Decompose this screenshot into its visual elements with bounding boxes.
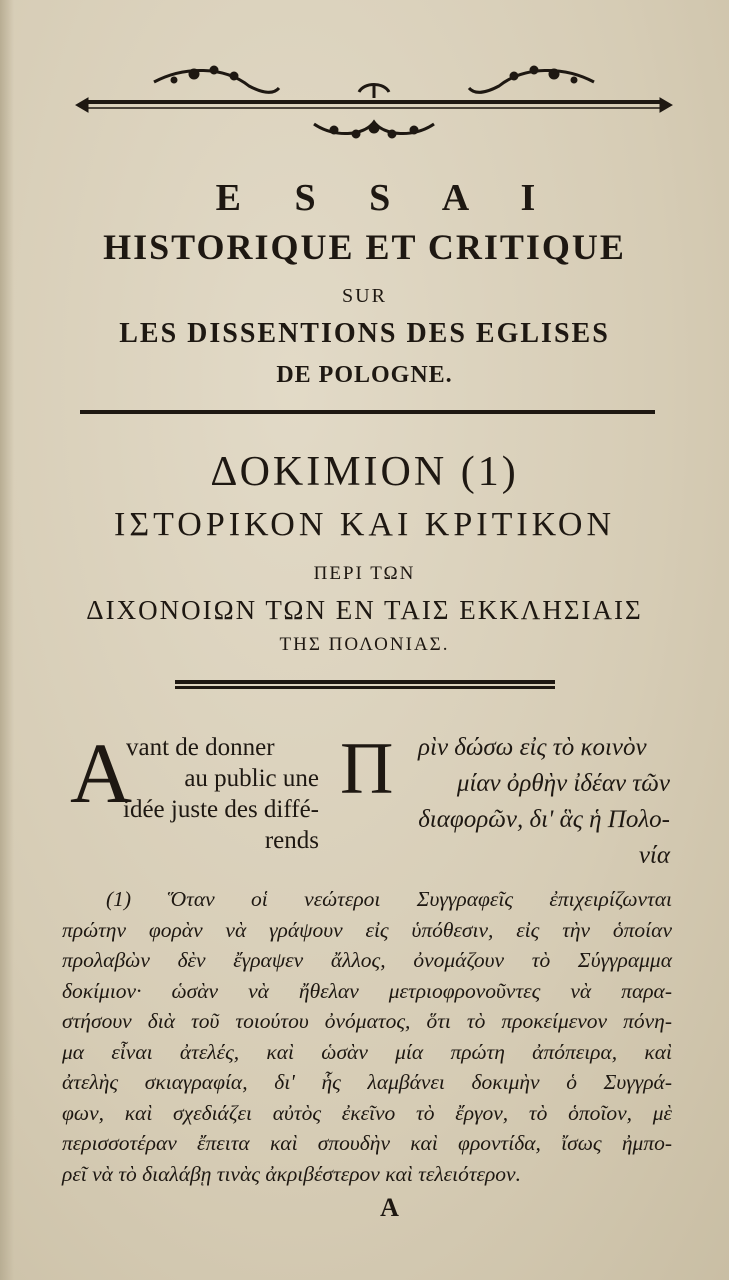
greek-title-istorikon: ΙΣΤΟΡΙΚΟΝ ΚΑΙ ΚΡΙΤΙΚΟΝ bbox=[114, 506, 615, 543]
footnote-line: φων, καὶ σχεδιάζει αὐτὸς ἐκεῖνο τὸ ἔργον, τὸ ὁποῖον, μὲ bbox=[62, 1100, 672, 1125]
footnote-line: προλαβὼν δὲν ἔγραψεν ἄλλος, ὀνομάζουν τὸ Σύγγραμμα bbox=[62, 948, 672, 972]
greek-text-column bbox=[340, 730, 670, 870]
signature-mark: A bbox=[380, 1193, 399, 1222]
footnote-line: στήσουν διὰ τοῦ τοιούτου ὀνόματος, ὅτι τὸ προκείμενον πόνη- bbox=[62, 1009, 672, 1033]
double-divider-rule bbox=[175, 680, 555, 689]
footnote-line: (1) Ὅταν οἱ νεώτεροι Συγγραφεῖς ἐπιχειρίζωνται bbox=[106, 887, 672, 911]
french-text-column bbox=[70, 725, 320, 870]
greek-title-peri: ΠΕΡΙ ΤΩΝ bbox=[313, 563, 416, 584]
footnote bbox=[62, 884, 672, 1189]
greek-line: μίαν ὀρθὴν ἰδέαν τῶν bbox=[456, 770, 670, 797]
greek-line: ρὶν δώσω εἰς τὸ κοινὸν bbox=[418, 734, 647, 761]
greek-title-dokimion: ΔΟΚΙΜΙΟΝ (1) bbox=[210, 449, 519, 495]
greek-line: διαφορῶν, δι' ἃς ἡ Πολο- bbox=[418, 806, 670, 833]
footnote-line: ἀτελὴς σκιαγραφία, δι' ἧς λαμβάνει δοκιμὴν ὁ Συγγρά- bbox=[62, 1070, 672, 1094]
title-historique: HISTORIQUE ET CRITIQUE bbox=[103, 227, 626, 267]
drop-cap-a: A bbox=[70, 725, 133, 821]
drop-cap-pi: Π bbox=[340, 728, 394, 810]
french-line: rends bbox=[264, 827, 319, 854]
title-sur: SUR bbox=[342, 285, 387, 307]
greek-title-polonias: ΤΗΣ ΠΟΛΟΝΙΑΣ. bbox=[279, 634, 450, 655]
title-dissentions: LES DISSENTIONS DES EGLISES bbox=[119, 318, 610, 349]
french-line: idée juste des diffé- bbox=[123, 796, 319, 823]
french-line: au public une bbox=[184, 765, 319, 792]
footnote-line: περισσοτέραν ἔπειτα καὶ σπουδὴν καὶ φροντίδα, ἴσως ἠμπο- bbox=[62, 1131, 672, 1155]
footnote-line: δοκίμιον· ὡσὰν νὰ ἤθελαν μετριοφρονοῦντες νὰ παρα- bbox=[62, 978, 672, 1003]
french-line: vant de donner bbox=[126, 734, 275, 761]
footnote-line: πρώτην φορὰν νὰ γράψουν εἰς ὑπόθεσιν, εἰς τὴν ὁποίαν bbox=[62, 917, 672, 942]
title-pologne: DE POLOGNE. bbox=[276, 362, 453, 388]
footnote-line: ρεῖ νὰ τὸ διαλάβῃ τινὰς ἀκριβέστερον καὶ τελειότερον. bbox=[62, 1161, 521, 1186]
title-essai: E S S A I bbox=[215, 177, 558, 219]
footnote-line: μα εἶναι ἀτελές, καὶ ὡσὰν μία πρώτη ἀπόπειρα, καὶ bbox=[62, 1039, 672, 1064]
greek-line: νία bbox=[638, 842, 670, 869]
floral-headpiece-icon bbox=[74, 58, 674, 150]
greek-title-dixonoion: ΔΙΧΟΝΟΙΩΝ ΤΩΝ ΕΝ ΤΑΙΣ ΕΚΚΛΗΣΙΑΙΣ bbox=[86, 595, 643, 625]
divider-rule bbox=[80, 410, 655, 414]
